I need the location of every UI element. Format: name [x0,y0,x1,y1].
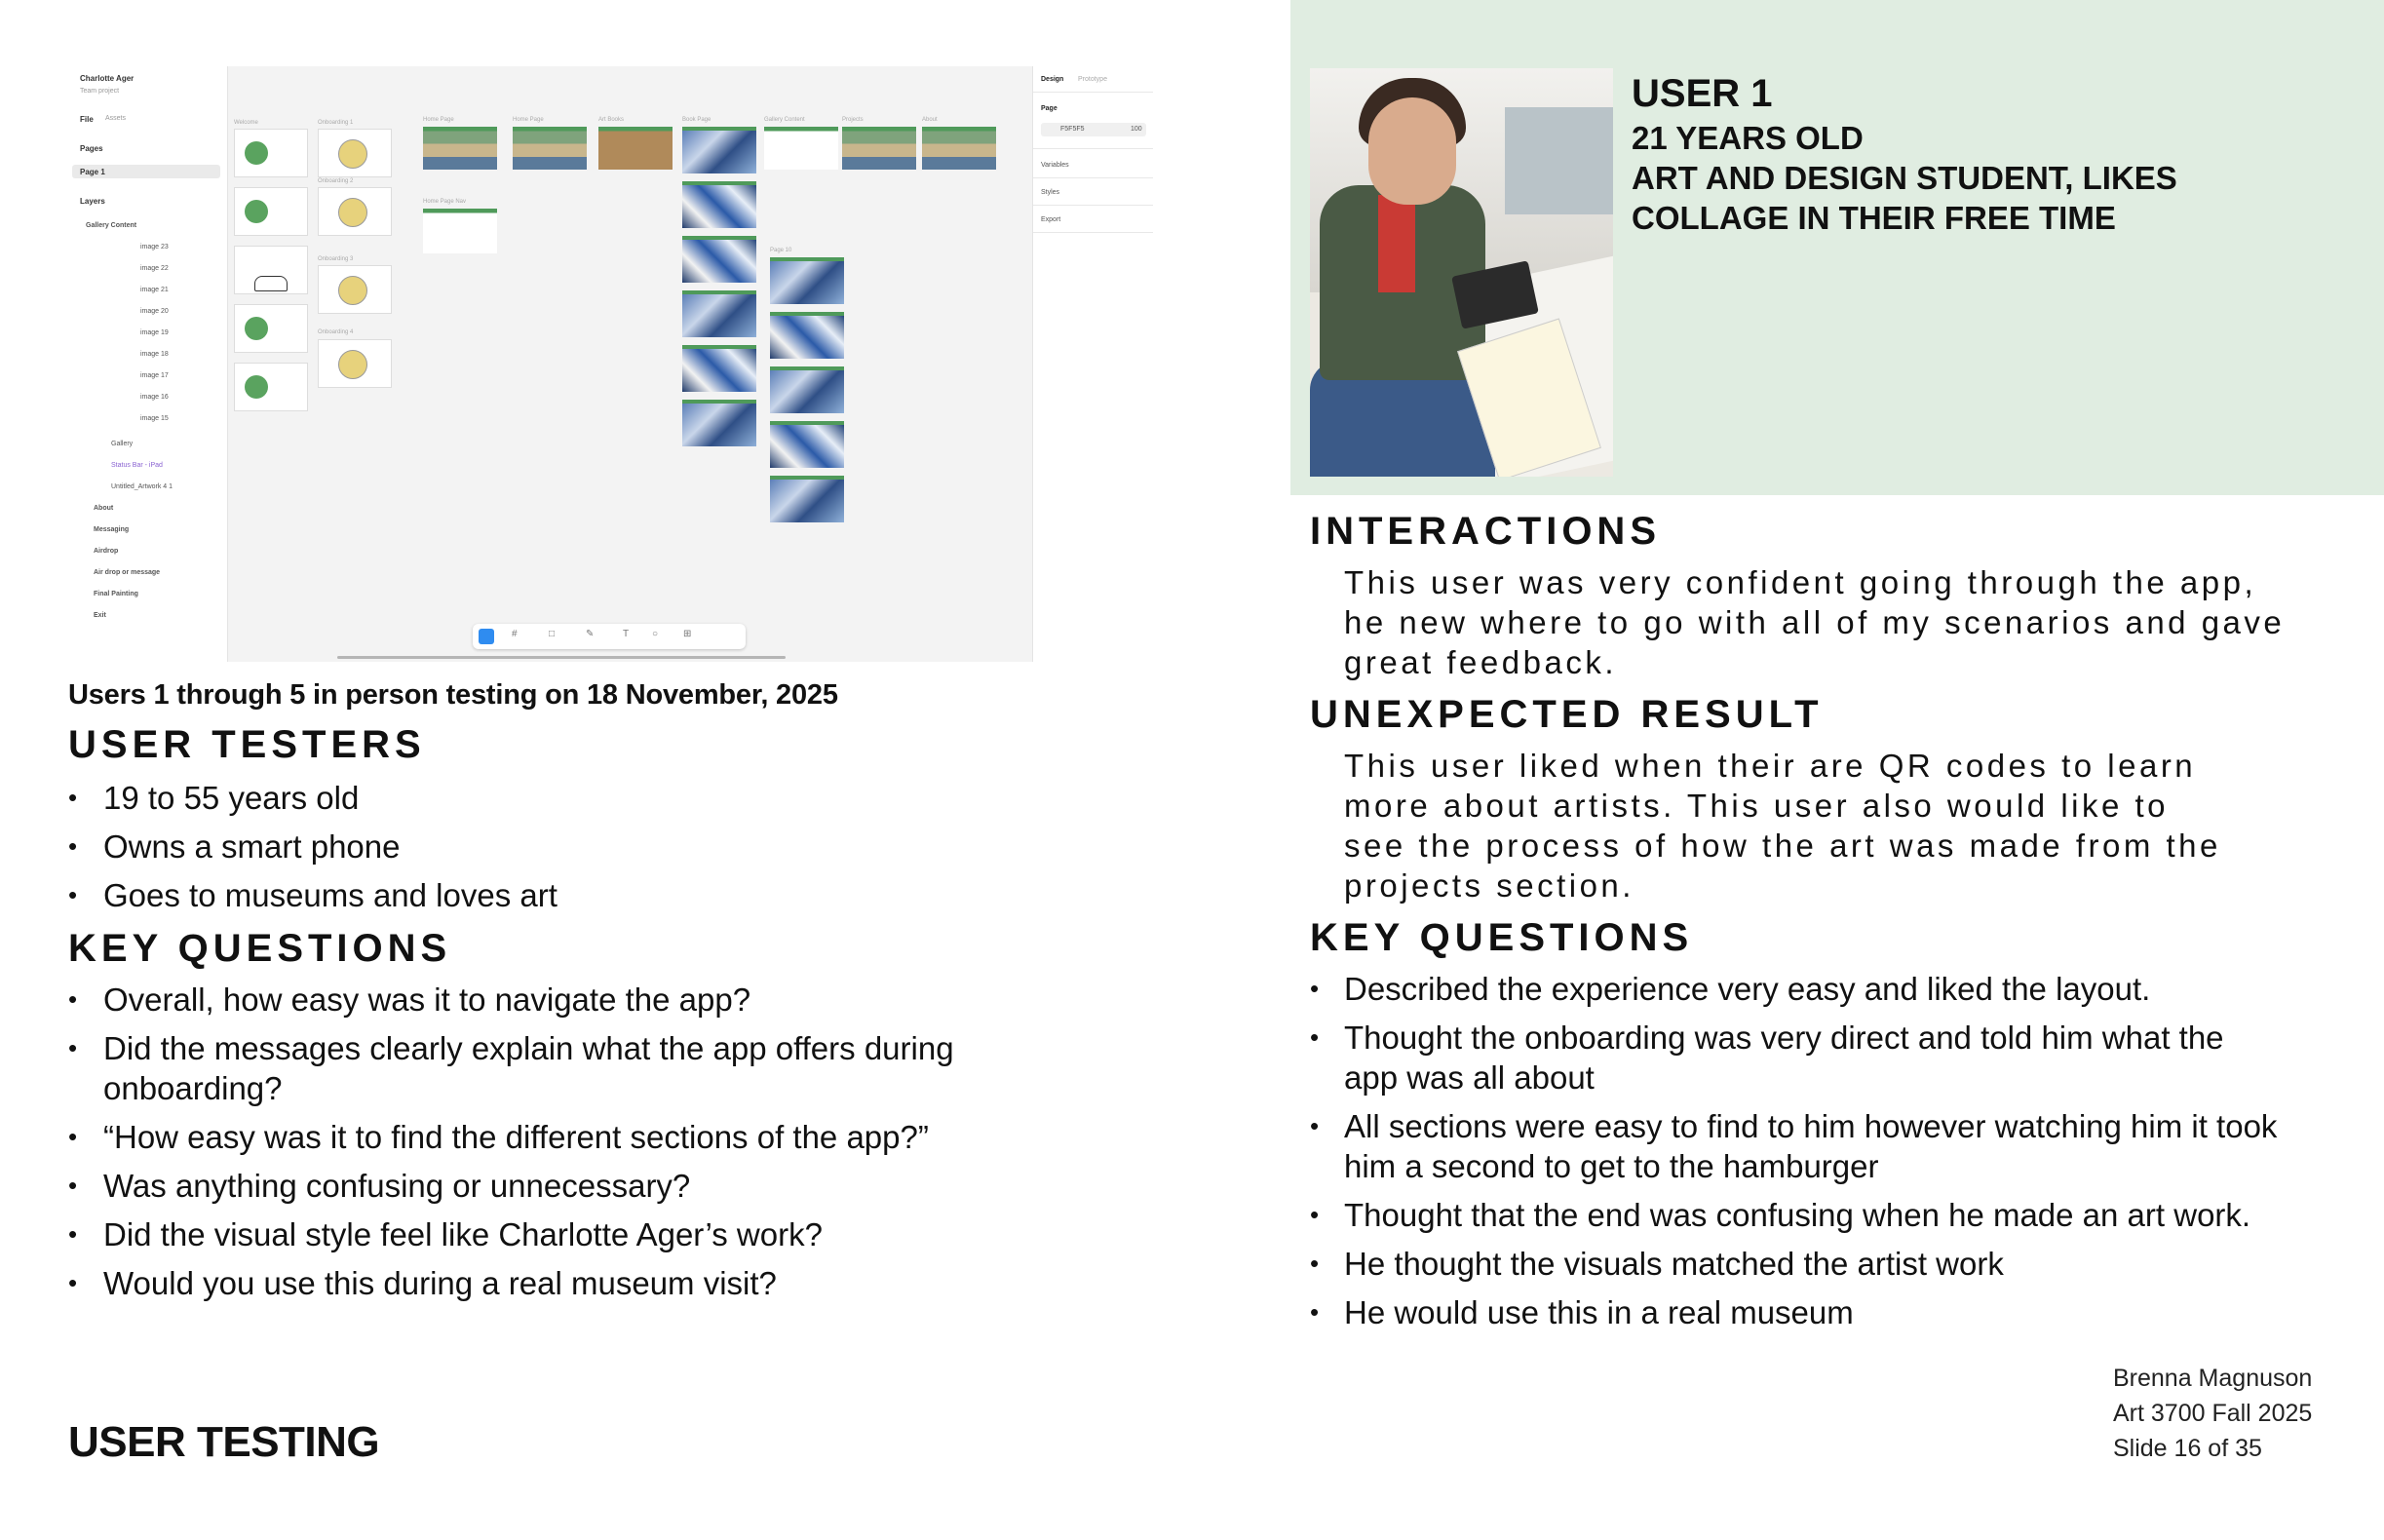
figma-design-panel [1032,66,1153,662]
figma-toolbar [473,624,746,649]
frame-thumb [682,127,756,173]
user-testers-heading: USER TESTERS [68,723,426,766]
frame-thumb [770,366,844,413]
frame-thumb [234,246,308,294]
layer-item: Airdrop [94,548,119,555]
layer-item: image 20 [140,308,169,315]
pages-label: Pages [80,144,103,153]
text-tool-icon: T [623,629,630,639]
frame-thumb [513,127,587,170]
list-item: • Thought that the end was confusing when he made an art work. [1310,1195,2277,1235]
frame-thumb [234,363,308,411]
team-label: Team project [80,88,120,95]
layer-item: image 15 [140,415,169,422]
frame-thumb [682,345,756,392]
frame-thumb [598,127,673,170]
frame-thumb [682,236,756,283]
list-item: • He would use this in a real museum [1310,1292,2277,1332]
export-label: Export [1041,216,1061,223]
layer-item: Messaging [94,526,130,533]
layer-item: image 18 [140,351,169,358]
user-title: USER 1 [1632,72,1773,115]
slide-credits [2113,1361,2312,1466]
prototype-tab: Prototype [1078,76,1107,83]
layer-item: Exit [94,612,106,619]
layer-item: Untitled_Artwork 4 1 [111,483,173,490]
user-description: COLLAGE IN THEIR FREE TIME [1632,200,2116,236]
frame-label: Onboarding 2 [318,178,354,184]
layer-item: Gallery [111,441,134,447]
layer-item: image 19 [140,329,169,336]
list-item: • Would you use this during a real museum visit? [68,1263,954,1303]
frame-tool-icon: # [512,629,518,639]
frame-thumb [770,421,844,468]
figma-screenshot [68,66,1153,662]
frame-thumb [234,129,308,177]
frame-label: Gallery Content [764,117,805,123]
frame-thumb [682,400,756,446]
layer-item: Air drop or message [94,569,161,576]
layer-item: image 16 [140,394,169,401]
user-age: 21 YEARS OLD [1632,120,1864,156]
shape-tool-icon: □ [549,629,556,639]
frame-thumb [423,209,497,253]
layer-item: About [94,505,114,512]
file-tab: File [80,115,94,124]
user-testers-list [68,778,558,924]
frame-label: Projects [842,117,864,123]
frame-thumb [922,127,996,170]
frame-label: Onboarding 4 [318,329,354,335]
design-tab: Design [1041,76,1064,83]
frame-label: Book Page [682,117,711,123]
frame-thumb [318,339,392,388]
frame-thumb [318,265,392,314]
page-opacity: 100 [1131,126,1142,133]
frame-thumb [770,257,844,304]
key-answers-list [1310,969,2277,1341]
key-questions-list [68,980,954,1312]
course-name: Art 3700 Fall 2025 [2113,1400,2313,1427]
styles-label: Styles [1041,189,1060,196]
author-name: Brenna Magnuson [2113,1365,2313,1392]
testing-caption: Users 1 through 5 in person testing on 18 November, 2025 [68,679,838,711]
frame-label: Home Page Nav [423,199,467,205]
user-description: ART AND DESIGN STUDENT, LIKES [1632,160,2177,196]
variables-label: Variables [1041,162,1069,169]
unexpected-result-heading: UNEXPECTED RESULT [1310,693,1824,736]
comment-tool-icon: ○ [652,629,659,639]
move-tool-icon [479,629,494,644]
frame-label: Art Books [598,117,625,123]
layer-item: Status Bar - iPad [111,462,163,469]
list-item: • Overall, how easy was it to navigate the app? [68,980,954,1020]
layer-item: image 17 [140,372,169,379]
frame-thumb [234,304,308,353]
layer-item: image 21 [140,287,169,293]
frame-label: Welcome [234,120,258,126]
page-color: F5F5F5 [1060,126,1085,133]
page-label: Page [1041,105,1057,112]
frame-thumb [842,127,916,170]
list-item: • Did the visual style feel like Charlotte Ager’s work? [68,1214,954,1254]
list-item: • Goes to museums and loves art [68,875,558,915]
list-item: • 19 to 55 years old [68,778,558,818]
frame-thumb [682,290,756,337]
user-info [1632,118,2177,238]
frame-label: Home Page [513,117,544,123]
layer-item: Gallery Content [86,222,137,229]
list-item: • Owns a smart phone [68,827,558,866]
layers-label: Layers [80,197,105,206]
list-item: • “How easy was it to find the different sections of the app?” [68,1117,954,1157]
frame-label: Onboarding 1 [318,120,354,126]
list-item: • He thought the visuals matched the artist work [1310,1244,2277,1284]
pen-tool-icon: ✎ [586,629,595,639]
slide-section-title: USER TESTING [68,1418,380,1466]
frame-thumb [318,129,392,177]
canvas-scrollbar [337,656,786,659]
frame-thumb [770,476,844,522]
frame-thumb [770,312,844,359]
frame-thumb [423,127,497,170]
frame-label: Page 10 [770,248,792,253]
interactions-text: This user was very confident going through the app, he new where to go with all of my scenarios and gave great feedback. [1344,564,2286,680]
frame-thumb [682,181,756,228]
project-name: Charlotte Ager [80,74,135,83]
slide-number: Slide 16 of 35 [2113,1435,2262,1462]
assets-tab: Assets [105,115,127,122]
layer-item: Final Painting [94,591,138,597]
key-answers-heading: KEY QUESTIONS [1310,916,1694,959]
frame-thumb [318,187,392,236]
page-1-item: Page 1 [80,168,105,176]
interactions-heading: INTERACTIONS [1310,510,1661,553]
frame-thumb [234,187,308,236]
layer-item: image 23 [140,244,169,250]
list-item: • All sections were easy to find to him however watching him it took him a second to get to the hamburger [1310,1106,2277,1186]
user-photo [1310,68,1613,477]
list-item: • Thought the onboarding was very direct and told him what the app was all about [1310,1018,2277,1097]
list-item: • Described the experience very easy and liked the layout. [1310,969,2277,1009]
frame-label: Onboarding 3 [318,256,354,262]
figma-layers-panel [68,66,228,662]
list-item: • Did the messages clearly explain what the app offers during onboarding? [68,1028,954,1108]
unexpected-result-text: This user liked when their are QR codes to learn more about artists. This user also would like to see the process of how the art was made from the projects section. [1344,748,2221,904]
layer-item: image 22 [140,265,169,272]
frame-thumb [764,127,838,170]
key-questions-heading: KEY QUESTIONS [68,927,452,970]
list-item: • Was anything confusing or unnecessary? [68,1166,954,1206]
actions-icon: ⊞ [683,629,692,639]
frame-label: About [922,117,938,123]
frame-label: Home Page [423,117,454,123]
